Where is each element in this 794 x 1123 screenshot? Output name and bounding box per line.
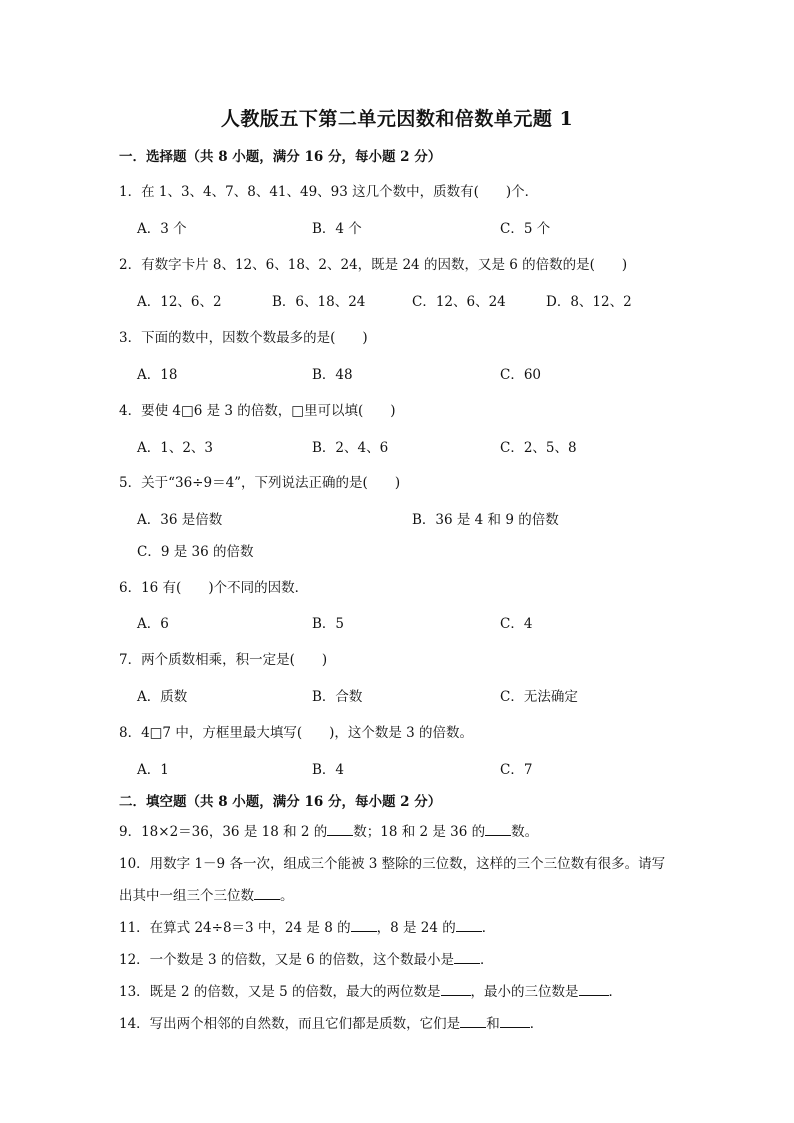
document-title: 人教版五下第二单元因数和倍数单元题 1 <box>220 108 574 130</box>
question-4: 4．要使 4□6 是 3 的倍数，□里可以填( ) <box>119 403 396 419</box>
q4-option-b: B．2、4、6 <box>312 440 389 456</box>
q6-option-c: C．4 <box>500 616 533 632</box>
answer-blank[interactable] <box>579 983 609 996</box>
answer-blank[interactable] <box>485 823 511 836</box>
q5-option-c: C．9 是 36 的倍数 <box>137 544 254 560</box>
answer-blank[interactable] <box>456 919 482 932</box>
question-13: 13．既是 2 的倍数，又是 5 的倍数，最大的两位数是 ，最小的三位数是 ． <box>119 984 623 1000</box>
q2-option-d: D．8、12、2 <box>546 294 632 310</box>
question-3: 3．下面的数中，因数个数最多的是( ) <box>119 330 368 346</box>
q3-option-a: A．18 <box>137 367 178 383</box>
question-8: 8．4□7 中，方框里最大填写( )，这个数是 3 的倍数。 <box>119 725 474 741</box>
question-2: 2．有数字卡片 8、12、6、18、2、24，既是 24 的因数，又是 6 的倍数的是( ) <box>119 257 628 273</box>
q7-option-c: C．无法确定 <box>500 689 578 705</box>
q8-option-b: B．4 <box>312 762 345 778</box>
q6-option-a: A．6 <box>137 616 169 632</box>
answer-blank[interactable] <box>454 951 480 964</box>
answer-blank[interactable] <box>254 887 280 900</box>
section-heading-choice: 一．选择题（共 8 小题，满分 16 分，每小题 2 分） <box>119 149 442 165</box>
question-14: 14．写出两个相邻的自然数，而且它们都是质数，它们是 和 ． <box>119 1016 544 1032</box>
q4-option-c: C．2、5、8 <box>500 440 577 456</box>
q2-option-a: A．12、6、2 <box>137 294 222 310</box>
q7-option-a: A．质数 <box>137 689 188 705</box>
q2-option-c: C．12、6、24 <box>412 294 506 310</box>
answer-blank[interactable] <box>441 983 471 996</box>
section-heading-fill: 二．填空题（共 8 小题，满分 16 分，每小题 2 分） <box>119 794 442 810</box>
answer-blank[interactable] <box>351 919 377 932</box>
q6-option-b: B．5 <box>312 616 345 632</box>
question-6: 6．16 有( )个不同的因数． <box>119 580 309 596</box>
q7-option-b: B．合数 <box>312 689 363 705</box>
q5-option-a: A．36 是倍数 <box>137 512 223 528</box>
question-9: 9．18×2＝36，36 是 18 和 2 的 数；18 和 2 是 36 的 数。 <box>119 824 539 840</box>
question-7: 7．两个质数相乘，积一定是( ) <box>119 652 328 668</box>
q3-option-c: C．60 <box>500 367 542 383</box>
q1-option-a: A．3 个 <box>137 221 187 237</box>
question-10-line-1: 10．用数字 1－9 各一次，组成三个能被 3 整除的三位数，这样的三个三位数有很多。请写 <box>119 856 666 872</box>
question-5: 5．关于“36÷9＝4”，下列说法正确的是( ) <box>119 475 401 491</box>
question-1: 1．在 1、3、4、7、8、41、49、93 这几个数中，质数有( )个． <box>119 184 539 200</box>
q1-option-c: C．5 个 <box>500 221 551 237</box>
answer-blank[interactable] <box>327 823 353 836</box>
q3-option-b: B．48 <box>312 367 353 383</box>
q8-option-c: C．7 <box>500 762 533 778</box>
q1-option-b: B．4 个 <box>312 221 362 237</box>
q5-option-b: B．36 是 4 和 9 的倍数 <box>412 512 559 528</box>
q4-option-a: A．1、2、3 <box>137 440 214 456</box>
question-12: 12．一个数是 3 的倍数，又是 6 的倍数，这个数最小是 ． <box>119 952 494 968</box>
q8-option-a: A．1 <box>137 762 169 778</box>
answer-blank[interactable] <box>500 1015 530 1028</box>
question-10-line-2: 出其中一组三个三位数 。 <box>119 888 294 904</box>
answer-blank[interactable] <box>460 1015 486 1028</box>
q2-option-b: B．6、18、24 <box>272 294 366 310</box>
question-11: 11．在算式 24÷8＝3 中，24 是 8 的 ，8 是 24 的 ． <box>119 920 496 936</box>
